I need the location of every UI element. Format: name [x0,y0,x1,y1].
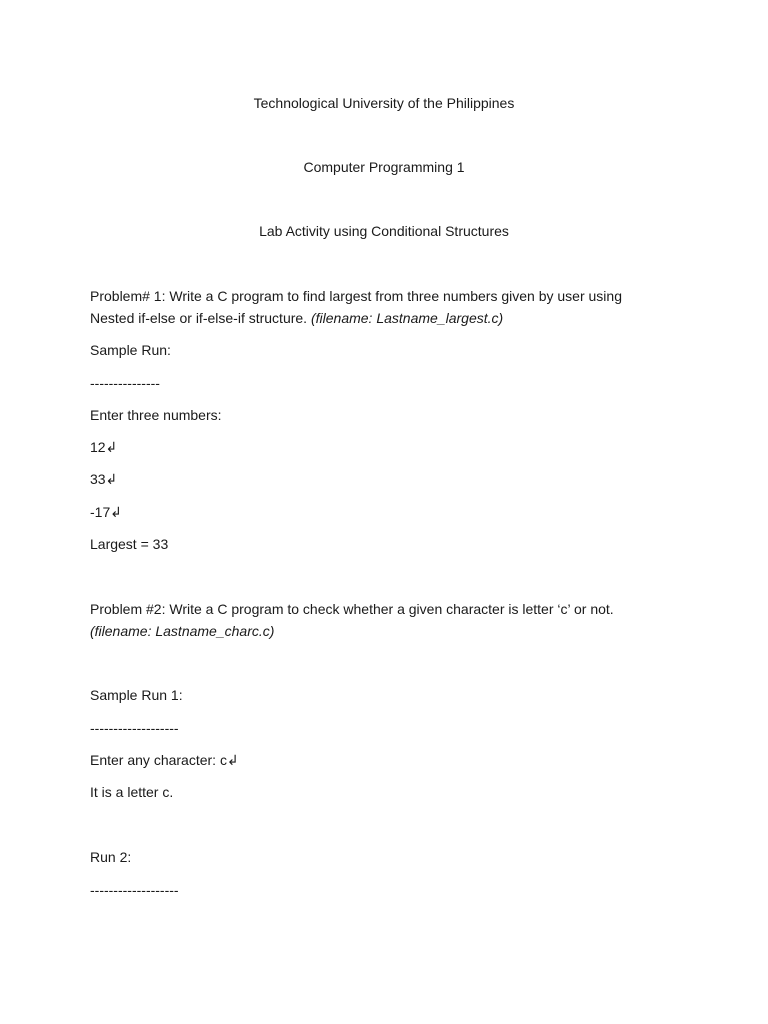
activity-title: Lab Activity using Conditional Structures [259,223,509,239]
problem1-line2 [90,307,680,329]
problem1-filename: (filename: Lastname_largest.c) [310,310,504,326]
problem2-run2-label: Run 2: [90,849,132,865]
problem2-run1-result: It is a letter c. [90,784,174,800]
problem1-line2-text: Nested if-else or if-else-if structure. [90,310,311,326]
problem1-line1: Problem# 1: Write a C program to find largest from three numbers given by user using [90,288,622,304]
problem2-line1: Problem #2: Write a C program to check whether a given character is letter ‘c’ or not. [90,601,614,617]
problem2-run1-label: Sample Run 1: [90,687,183,703]
university-title: Technological University of the Philippines [253,95,515,111]
problem1-input-3: -17↲ [90,504,122,520]
problem2-run1-prompt: Enter any character: c↲ [90,752,239,768]
problem2-statement [90,598,680,642]
problem1-divider: --------------- [90,375,160,391]
problem1-statement [90,285,680,329]
problem1-prompt: Enter three numbers: [90,407,222,423]
problem1-sample-run-label: Sample Run: [90,342,171,358]
problem1-result: Largest = 33 [90,536,169,552]
problem1-input-2: 33↲ [90,471,118,487]
problem2-run1-divider: ------------------- [90,720,179,736]
problem2-filename: (filename: Lastname_charc.c) [90,623,275,639]
problem2-run2-divider: ------------------- [90,882,179,898]
problem1-input-1: 12↲ [90,439,118,455]
course-title: Computer Programming 1 [303,159,465,175]
